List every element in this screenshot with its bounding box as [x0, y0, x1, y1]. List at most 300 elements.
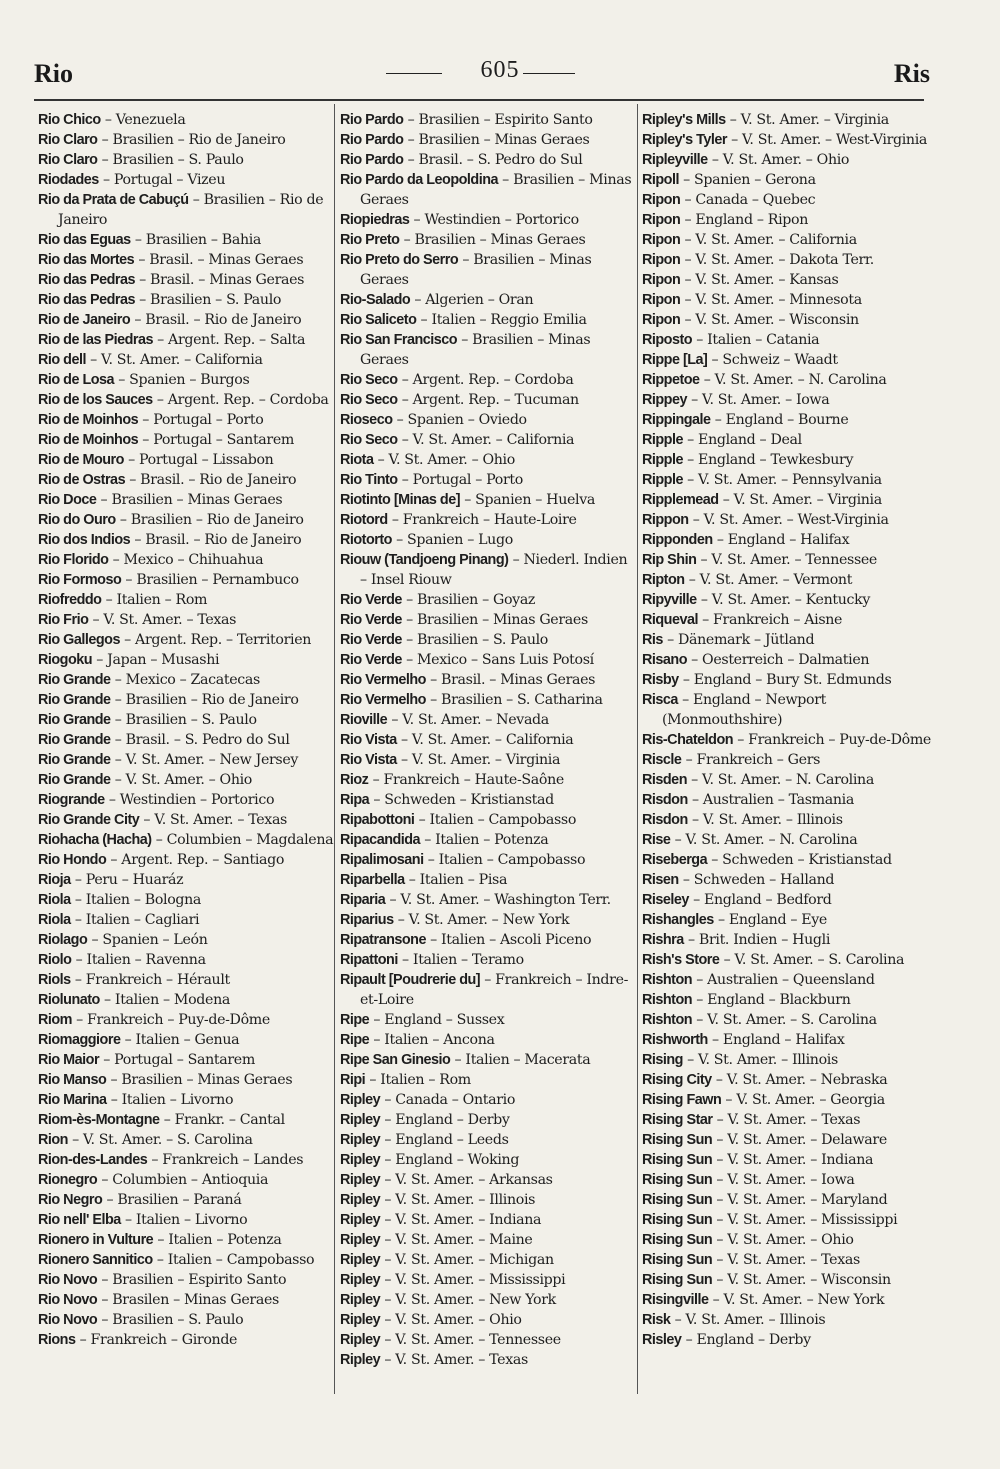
gazetteer-entry	[38, 1330, 334, 1350]
gazetteer-entry	[340, 1030, 636, 1050]
gazetteer-entry	[340, 1050, 636, 1070]
gazetteer-entry	[642, 810, 940, 830]
gazetteer-entry	[642, 230, 940, 250]
gazetteer-entry	[38, 110, 334, 130]
column-3	[642, 110, 940, 1350]
gazetteer-entry	[340, 1250, 636, 1270]
entry-location: – V. St. Amer. – Ohio	[377, 452, 515, 468]
entry-location: – Italien – Potenza	[157, 1232, 282, 1248]
gazetteer-entry	[642, 610, 940, 630]
entry-headword: Risingville	[642, 1292, 709, 1308]
entry-location: – Brasilien – Pernambuco	[125, 572, 299, 588]
entry-headword: Riseley	[642, 892, 689, 908]
gazetteer-entry	[642, 1270, 940, 1290]
entry-headword: Rio Manso	[38, 1072, 107, 1088]
entry-location: – Brasil. – Rio de Janeiro	[134, 532, 302, 548]
gazetteer-entry	[340, 1190, 636, 1210]
entry-location: – V. St. Amer. – New York	[712, 1292, 885, 1308]
gazetteer-entry	[340, 690, 636, 710]
entry-headword: Ripton	[642, 572, 685, 588]
entry-headword: Rippon	[642, 512, 689, 528]
entry-headword: Riohacha (Hacha)	[38, 832, 152, 848]
entry-location: – Argent. Rep. – Santiago	[110, 852, 285, 868]
entry-headword: Riposto	[642, 332, 693, 348]
gazetteer-entry	[38, 350, 334, 370]
entry-headword: Ripley's Tyler	[642, 132, 727, 148]
gazetteer-entry	[340, 750, 636, 770]
running-head-left: Rio	[34, 59, 73, 88]
entry-location: – Portugal – Porto	[142, 412, 264, 428]
entry-headword: Rio San Francisco	[340, 332, 458, 348]
header-rule-right	[523, 73, 575, 74]
entry-location: – V. St. Amer. – Texas	[92, 612, 237, 628]
gazetteer-entry	[642, 410, 940, 430]
entry-headword: Riogrande	[38, 792, 105, 808]
entry-headword: Riodades	[38, 172, 99, 188]
gazetteer-entry	[642, 770, 940, 790]
gazetteer-entry	[642, 1110, 940, 1130]
entry-location: – England – Sussex	[373, 1012, 505, 1028]
gazetteer-entry	[642, 1230, 940, 1250]
entry-location: – Brasil. – Rio de Janeiro	[134, 312, 302, 328]
entry-headword: Rise	[642, 832, 671, 848]
entry-headword: Rioville	[340, 712, 388, 728]
entry-location: – Australien – Queensland	[696, 972, 875, 988]
entry-headword: Rio Pardo da Leopoldina	[340, 172, 498, 188]
entry-location: – Portugal – Lissabon	[128, 452, 274, 468]
entry-headword: Ripacandida	[340, 832, 421, 848]
entry-headword: Rio Doce	[38, 492, 97, 508]
entry-headword: Riola	[38, 892, 71, 908]
entry-headword: Rioja	[38, 872, 71, 888]
page-header	[0, 55, 1000, 95]
gazetteer-entry	[340, 630, 636, 650]
entry-location: – Brasilien – S. Paulo	[139, 292, 282, 308]
entry-location: – Argent. Rep. – Cordoba	[156, 392, 329, 408]
entry-headword: Rio Tinto	[340, 472, 398, 488]
gazetteer-entry	[38, 150, 334, 170]
entry-headword: Risk	[642, 1312, 671, 1328]
gazetteer-entry	[340, 950, 636, 970]
entry-headword: Ripple	[642, 452, 683, 468]
entry-headword: Rishton	[642, 992, 693, 1008]
entry-location: – V. St. Amer. – Illinois	[384, 1192, 536, 1208]
entry-location: – V. St. Amer. – Maryland	[716, 1192, 888, 1208]
gazetteer-entry	[340, 370, 636, 390]
entry-headword: Ripley	[340, 1272, 381, 1288]
entry-location: – Columbien – Magdalena	[155, 832, 334, 848]
entry-location: – England – Woking	[384, 1152, 520, 1168]
entry-location: – Brasilen – Minas Geraes	[101, 1292, 279, 1308]
entry-location: – Brasilien – Espirito Santo	[101, 1272, 287, 1288]
entry-headword: Rish's Store	[642, 952, 720, 968]
gazetteer-entry	[38, 270, 334, 290]
entry-headword: Ripe	[340, 1012, 370, 1028]
entry-headword: Risen	[642, 872, 679, 888]
gazetteer-entry	[642, 930, 940, 950]
gazetteer-entry	[642, 1050, 940, 1070]
entry-headword: Ripple	[642, 472, 683, 488]
entry-headword: Rio Maior	[38, 1052, 100, 1068]
gazetteer-entry	[38, 330, 334, 350]
entry-headword: Rishangles	[642, 912, 714, 928]
entry-headword: Rio Vista	[340, 732, 397, 748]
gazetteer-entry	[340, 550, 636, 590]
gazetteer-entry	[38, 190, 334, 230]
entry-headword: Ripoll	[642, 172, 679, 188]
entry-location: – Portugal – Santarem	[103, 1052, 255, 1068]
entry-headword: Rio dell	[38, 352, 86, 368]
entry-location: – England – Newport (Monmouthshire)	[662, 692, 826, 728]
gazetteer-entry	[340, 890, 636, 910]
entry-location: – V. St. Amer. – Ohio	[384, 1312, 522, 1328]
entry-location: – V. St. Amer. – New York	[384, 1292, 556, 1308]
entry-location: – V. St. Amer. – West-Virginia	[692, 512, 889, 528]
entry-location: – V. St. Amer. – Texas	[716, 1252, 860, 1268]
column-divider-1	[334, 104, 335, 1394]
entry-headword: Ripley	[340, 1092, 381, 1108]
entry-location: – Schweden – Kristianstad	[373, 792, 554, 808]
entry-location: – Italien – Rom	[369, 1072, 471, 1088]
gazetteer-entry	[340, 110, 636, 130]
entry-location: – England – Bury St. Edmunds	[682, 672, 892, 688]
entry-location: – V. St. Amer. – Virginia	[722, 492, 882, 508]
entry-headword: Ripley	[340, 1292, 381, 1308]
entry-headword: Rio nell' Elba	[38, 1212, 121, 1228]
entry-headword: Rising Star	[642, 1112, 713, 1128]
entry-headword: Ripley	[340, 1312, 381, 1328]
entry-location: – Oesterreich – Dalmatien	[691, 652, 870, 668]
entry-headword: Riola	[38, 912, 71, 928]
entry-headword: Ripley	[340, 1112, 381, 1128]
gazetteer-entry	[38, 1250, 334, 1270]
entry-headword: Rising Sun	[642, 1272, 713, 1288]
gazetteer-entry	[340, 770, 636, 790]
entry-headword: Rio Novo	[38, 1272, 98, 1288]
entry-headword: Ripa	[340, 792, 370, 808]
gazetteer-entry	[642, 1070, 940, 1090]
entry-location: – England – Blackburn	[696, 992, 851, 1008]
entry-headword: Rio Pardo	[340, 152, 404, 168]
entry-location: – Brasilien – Minas Geraes	[403, 232, 586, 248]
gazetteer-entry	[38, 1150, 334, 1170]
gazetteer-entry	[340, 470, 636, 490]
entry-location: – V. St. Amer. – Nevada	[391, 712, 549, 728]
entry-location: – Brasilien – Minas Geraes	[360, 332, 591, 368]
gazetteer-entry	[38, 950, 334, 970]
gazetteer-entry	[340, 1270, 636, 1290]
entry-location: – V. St. Amer. – Michigan	[384, 1252, 554, 1268]
gazetteer-entry	[642, 850, 940, 870]
column-1	[38, 110, 334, 1350]
entry-headword: Riparbella	[340, 872, 405, 888]
entry-headword: Riolago	[38, 932, 88, 948]
entry-headword: Ris	[642, 632, 663, 648]
entry-location: – V. St. Amer. – Texas	[716, 1112, 861, 1128]
entry-headword: Rio Vista	[340, 752, 397, 768]
entry-location: – England – Halifax	[712, 1032, 845, 1048]
gazetteer-entry	[642, 1290, 940, 1310]
entry-headword: Rio Saliceto	[340, 312, 417, 328]
entry-headword: Rio Grande	[38, 732, 111, 748]
gazetteer-entry	[38, 1110, 334, 1130]
entry-location: – Brasilien – Minas Geraes	[110, 1072, 293, 1088]
entry-location: – Italien – Macerata	[454, 1052, 591, 1068]
entry-location: – Frankreich – Aisne	[702, 612, 843, 628]
entry-headword: Ripon	[642, 252, 681, 268]
entry-location: – V. St. Amer. – S. Carolina	[696, 1012, 877, 1028]
entry-location: – V. St. Amer. – California	[90, 352, 263, 368]
entry-headword: Ripple	[642, 432, 683, 448]
entry-location: – Italien – Potenza	[424, 832, 549, 848]
entry-location: – V. St. Amer. – Texas	[384, 1352, 528, 1368]
entry-headword: Rippetoe	[642, 372, 700, 388]
entry-headword: Riofreddo	[38, 592, 102, 608]
entry-headword: Ripley	[340, 1192, 381, 1208]
entry-headword: Rio Hondo	[38, 852, 107, 868]
entry-location: – England – Eye	[717, 912, 827, 928]
entry-location: – Spanien – Oviedo	[396, 412, 527, 428]
entry-location: – V. St. Amer. – Minnesota	[684, 292, 862, 308]
gazetteer-entry	[340, 1350, 636, 1370]
entry-location: – Brit. Indien – Hugli	[687, 932, 831, 948]
entry-location: – V. St. Amer. – S. Carolina	[72, 1132, 253, 1148]
entry-headword: Rio de los Sauces	[38, 392, 153, 408]
entry-location: – V. St. Amer. – Indiana	[716, 1152, 874, 1168]
gazetteer-entry	[642, 750, 940, 770]
entry-headword: Rio Marina	[38, 1092, 107, 1108]
gazetteer-entry	[38, 410, 334, 430]
entry-location: – Frankreich – Haute-Loire	[391, 512, 577, 528]
entry-headword: Rio Novo	[38, 1292, 98, 1308]
gazetteer-entry	[38, 430, 334, 450]
entry-location: – Mexico – Zacatecas	[114, 672, 260, 688]
gazetteer-entry	[642, 490, 940, 510]
entry-location: – Italien – Pisa	[408, 872, 508, 888]
entry-location: – Spanien – Huelva	[464, 492, 595, 508]
entry-location: – V. St. Amer. – N. Carolina	[703, 372, 887, 388]
entry-headword: Ripon	[642, 192, 681, 208]
gazetteer-entry	[38, 550, 334, 570]
gazetteer-entry	[642, 1330, 940, 1350]
gazetteer-entry	[38, 370, 334, 390]
entry-location: – Mexico – Chihuahua	[112, 552, 264, 568]
entry-headword: Rio Preto	[340, 232, 400, 248]
entry-location: – Brasilien – Bahia	[134, 232, 262, 248]
entry-location: – Columbien – Antioquia	[101, 1172, 269, 1188]
entry-headword: Ripley	[340, 1352, 381, 1368]
entry-location: – Canada – Ontario	[384, 1092, 516, 1108]
entry-location: – Portugal – Porto	[401, 472, 523, 488]
gazetteer-entry	[38, 1030, 334, 1050]
entry-headword: Rio Florido	[38, 552, 109, 568]
entry-location: – V. St. Amer. – Iowa	[716, 1172, 855, 1188]
gazetteer-entry	[38, 170, 334, 190]
entry-location: – Brasil. – Minas Geraes	[430, 672, 596, 688]
entry-location: – England – Halifax	[716, 532, 850, 548]
entry-location: – Frankreich – Gironde	[79, 1332, 238, 1348]
gazetteer-entry	[340, 1010, 636, 1030]
entry-location: – V. St. Amer. – Arkansas	[384, 1172, 553, 1188]
entry-headword: Ripon	[642, 272, 681, 288]
entry-headword: Rion	[38, 1132, 68, 1148]
entry-headword: Riotorto	[340, 532, 392, 548]
entry-headword: Rio Verde	[340, 612, 402, 628]
entry-headword: Riqueval	[642, 612, 698, 628]
gazetteer-entry	[642, 370, 940, 390]
entry-location: – Argent. Rep. – Territorien	[124, 632, 312, 648]
entry-location: – Frankr. – Cantal	[163, 1112, 285, 1128]
entry-location: – V. St. Amer. – Nebraska	[715, 1072, 888, 1088]
gazetteer-entry	[38, 670, 334, 690]
entry-headword: Rio Grande	[38, 692, 111, 708]
gazetteer-entry	[642, 350, 940, 370]
gazetteer-entry	[642, 1170, 940, 1190]
gazetteer-entry	[38, 850, 334, 870]
entry-location: – Argent. Rep. – Salta	[157, 332, 306, 348]
running-head-right: Ris	[893, 59, 930, 88]
gazetteer-entry	[642, 290, 940, 310]
entry-location: – V. St. Amer. – Indiana	[384, 1212, 542, 1228]
entry-headword: Ripe San Ginesio	[340, 1052, 451, 1068]
entry-location: – V. St. Amer. – Illinois	[674, 1312, 826, 1328]
gazetteer-entry	[642, 150, 940, 170]
entry-headword: Rio das Pedras	[38, 272, 135, 288]
entry-location: – V. St. Amer. – California	[401, 432, 575, 448]
entry-headword: Ripabottoni	[340, 812, 415, 828]
entry-headword: Ripon	[642, 212, 681, 228]
gazetteer-entry	[642, 1150, 940, 1170]
gazetteer-entry	[38, 590, 334, 610]
entry-headword: Ripley	[340, 1212, 381, 1228]
entry-headword: Rio Grande	[38, 672, 111, 688]
entry-headword: Rio da Prata de Cabuçú	[38, 192, 189, 208]
entry-headword: Riom	[38, 1012, 72, 1028]
entry-location: – Japan – Musashi	[96, 652, 220, 668]
gazetteer-entry	[340, 1330, 636, 1350]
gazetteer-entry	[38, 470, 334, 490]
entry-location: – Brasilien – Minas Geraes	[406, 612, 588, 628]
entry-location: – Canada – Quebec	[684, 192, 816, 208]
gazetteer-entry	[340, 1290, 636, 1310]
gazetteer-entry	[642, 1250, 940, 1270]
entry-location: – Italien – Livorno	[124, 1212, 248, 1228]
entry-headword: Rio de Janeiro	[38, 312, 131, 328]
gazetteer-entry	[38, 870, 334, 890]
entry-location: – Spanien – Burgos	[118, 372, 250, 388]
entry-headword: Ripon	[642, 312, 681, 328]
gazetteer-entry	[340, 850, 636, 870]
entry-location: – Brasilien – Goyaz	[406, 592, 536, 608]
gazetteer-entry	[642, 510, 940, 530]
entry-headword: Rising	[642, 1052, 683, 1068]
entry-headword: Rishworth	[642, 1032, 708, 1048]
entry-location: – Italien – Ravenna	[75, 952, 206, 968]
entry-location: – V. St. Amer. – Iowa	[691, 392, 830, 408]
entry-location: – Brasilien – Rio de Janeiro	[114, 692, 299, 708]
gazetteer-entry	[642, 1010, 940, 1030]
entry-headword: Rio Grande	[38, 772, 111, 788]
gazetteer-entry	[340, 1230, 636, 1250]
entry-headword: Rio Verde	[340, 632, 402, 648]
entry-location: – Brasilien – Minas Geraes	[407, 132, 590, 148]
gazetteer-entry	[38, 510, 334, 530]
entry-location: – Spanien – León	[91, 932, 208, 948]
entry-location: – Brasilien – S. Paulo	[101, 1312, 244, 1328]
gazetteer-entry	[340, 230, 636, 250]
entry-location: – V. St. Amer. – California	[401, 732, 574, 748]
gazetteer-entry	[340, 910, 636, 930]
entry-headword: Riolunato	[38, 992, 100, 1008]
gazetteer-entry	[642, 110, 940, 130]
entry-headword: Rio de Mouro	[38, 452, 124, 468]
gazetteer-entry	[38, 490, 334, 510]
entry-headword: Rising Sun	[642, 1232, 713, 1248]
gazetteer-entry	[340, 170, 636, 210]
entry-location: – Dänemark – Jütland	[667, 632, 815, 648]
entry-location: – V. St. Amer. – Georgia	[725, 1092, 885, 1108]
gazetteer-entry	[38, 770, 334, 790]
entry-headword: Riota	[340, 452, 374, 468]
entry-location: – Westindien – Portorico	[108, 792, 275, 808]
entry-headword: Risano	[642, 652, 687, 668]
entry-headword: Risley	[642, 1332, 682, 1348]
entry-headword: Riogoku	[38, 652, 93, 668]
gazetteer-entry	[642, 250, 940, 270]
entry-location: – V. St. Amer. – New York	[397, 912, 570, 928]
entry-headword: Rionero Sannitico	[38, 1252, 153, 1268]
entry-headword: Rising Sun	[642, 1212, 713, 1228]
entry-location: – Portugal – Santarem	[142, 432, 294, 448]
entry-location: – Peru – Huaráz	[74, 872, 184, 888]
entry-location: – V. St. Amer. – S. Carolina	[723, 952, 905, 968]
entry-headword: Ripley	[340, 1332, 381, 1348]
gazetteer-entry	[38, 1310, 334, 1330]
entry-headword: Rio Claro	[38, 132, 98, 148]
gazetteer-entry	[642, 390, 940, 410]
entry-location: – Brasilien – Minas Geraes	[100, 492, 283, 508]
entry-headword: Rishton	[642, 1012, 693, 1028]
entry-location: – Brasilien – S. Paulo	[101, 152, 244, 168]
entry-location: – Schweden – Kristianstad	[711, 852, 892, 868]
gazetteer-entry	[38, 130, 334, 150]
entry-location: – V. St. Amer. – Maine	[384, 1232, 533, 1248]
page-number: 605	[480, 57, 520, 83]
gazetteer-entry	[38, 1190, 334, 1210]
entry-location: – Brasilien – Minas Geraes	[360, 252, 592, 288]
entry-location: – V. St. Amer. – Mississippi	[384, 1272, 566, 1288]
entry-location: – Venezuela	[104, 112, 186, 128]
entry-location: – Mexico – Sans Luis Potosí	[406, 652, 594, 668]
entry-headword: Rishton	[642, 972, 693, 988]
entry-location: – Argent. Rep. – Tucuman	[401, 392, 579, 408]
entry-location: – V. St. Amer. – Dakota Terr.	[684, 252, 874, 268]
entry-headword: Rions	[38, 1332, 76, 1348]
entry-headword: Rioz	[340, 772, 369, 788]
entry-location: – V. St. Amer. – Washington Terr.	[389, 892, 611, 908]
gazetteer-entry	[38, 1230, 334, 1250]
entry-location: – Brasil. – S. Pedro do Sul	[407, 152, 583, 168]
entry-location: – Italien – Cagliari	[74, 912, 200, 928]
gazetteer-entry	[642, 130, 940, 150]
gazetteer-entry	[340, 730, 636, 750]
entry-headword: Ripattoni	[340, 952, 398, 968]
entry-headword: Rip Shin	[642, 552, 697, 568]
gazetteer-entry	[38, 450, 334, 470]
entry-location: – Frankreich – Gers	[685, 752, 821, 768]
entry-headword: Rio Vermelho	[340, 672, 426, 688]
gazetteer-entry	[38, 990, 334, 1010]
